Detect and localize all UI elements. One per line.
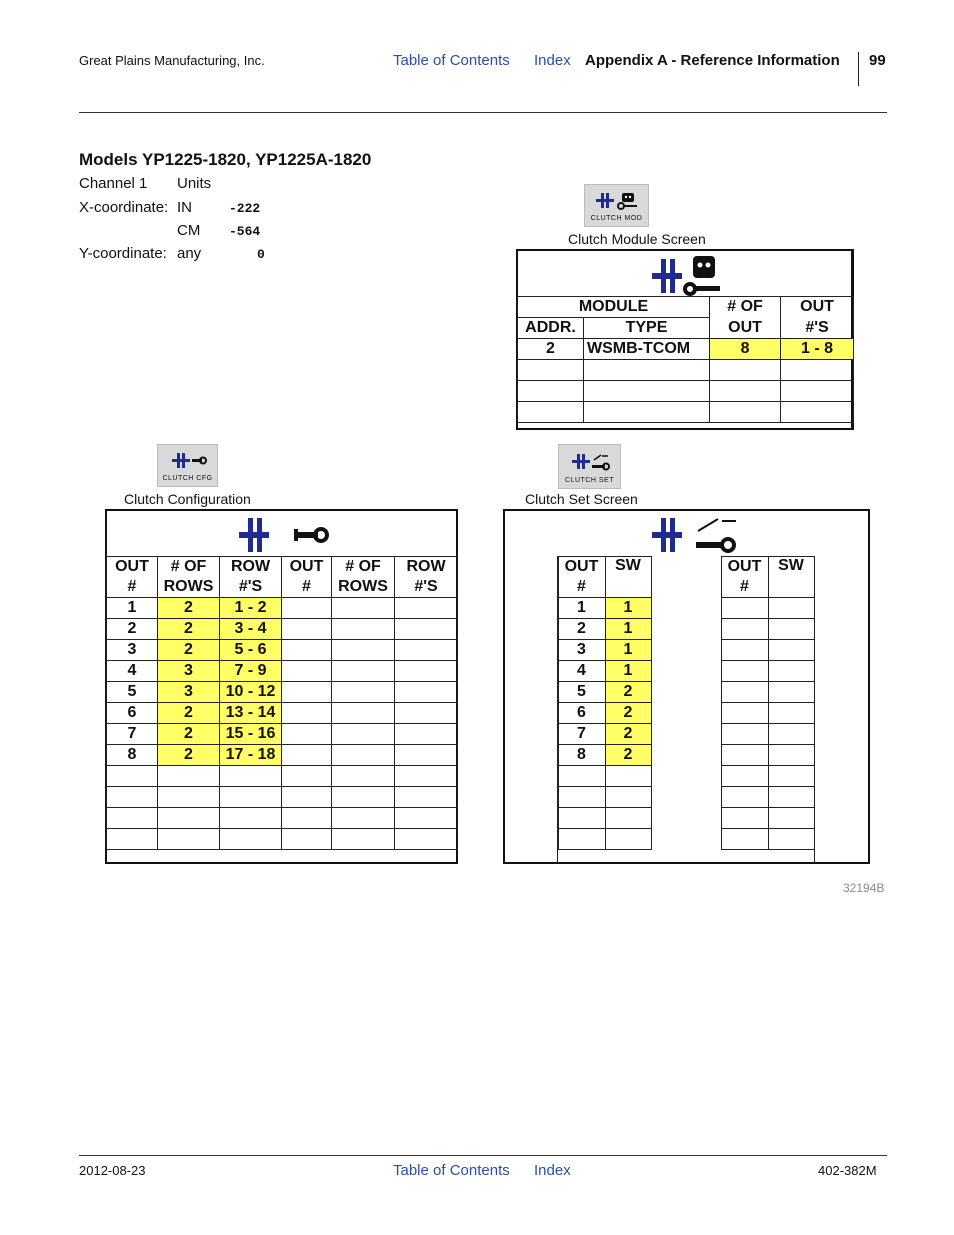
header-out-line2: # xyxy=(558,577,605,598)
row-range: 5 - 6 xyxy=(220,640,282,661)
document-number: 402-382M xyxy=(818,1163,877,1178)
out-number: 3 xyxy=(558,640,605,661)
row-range: 15 - 16 xyxy=(220,724,282,745)
page-title: Models YP1225-1820, YP1225A-1820 xyxy=(79,150,372,169)
header-out-line1: OUT xyxy=(282,557,332,578)
table-row xyxy=(107,808,458,829)
out-number: 3 xyxy=(107,640,158,661)
header-out-line2: # xyxy=(721,577,768,598)
set-right-divider xyxy=(814,556,815,863)
table-row xyxy=(518,360,854,381)
switch-number: 2 xyxy=(605,745,651,766)
section-title: Appendix A - Reference Information xyxy=(585,52,840,69)
table-row xyxy=(518,402,854,423)
header-num-rows-line2: ROWS xyxy=(332,577,395,598)
header-row-nums-line2: #'S xyxy=(395,577,458,598)
table-row xyxy=(518,339,854,360)
header-out-line1: OUT xyxy=(721,557,768,578)
table-row xyxy=(107,682,458,703)
module-type: WSMB-TCOM xyxy=(584,339,710,360)
switch-number: 1 xyxy=(605,598,651,619)
header-sw: SW xyxy=(605,557,651,578)
row-range: 13 - 14 xyxy=(220,703,282,724)
header-rule xyxy=(79,112,887,113)
table-row xyxy=(107,745,458,766)
clutch-set-button-label: CLUTCH SET xyxy=(565,477,614,484)
company-name: Great Plains Manufacturing, Inc. xyxy=(79,53,265,68)
footer-date: 2012-08-23 xyxy=(79,1163,146,1178)
out-number: 8 xyxy=(107,745,158,766)
header-out-line2: # xyxy=(282,577,332,598)
out-number: 6 xyxy=(107,703,158,724)
header-num-rows-line1: # OF xyxy=(158,557,220,578)
num-rows: 2 xyxy=(158,724,220,745)
header-row-nums-line1: ROW xyxy=(220,557,282,578)
x-in-value: -222 xyxy=(229,201,261,216)
header-module: MODULE xyxy=(518,297,710,318)
header-num-rows-line2: ROWS xyxy=(158,577,220,598)
module-addr: 2 xyxy=(518,339,584,360)
clutch-config-header-icon xyxy=(234,513,332,557)
header-num-rows-line1: # OF xyxy=(332,557,395,578)
index-link-footer[interactable]: Index xyxy=(534,1162,571,1179)
num-rows: 2 xyxy=(158,703,220,724)
clutch-module-header-icon xyxy=(649,253,723,299)
out-number: 6 xyxy=(558,703,605,724)
out-number: 2 xyxy=(107,619,158,640)
x-in-label: IN xyxy=(177,199,192,216)
clutch-config-table xyxy=(106,556,458,850)
out-number: 1 xyxy=(558,598,605,619)
header-num-of-out-line2: OUT xyxy=(710,318,781,339)
clutch-set-header-icon xyxy=(648,513,740,559)
table-row xyxy=(107,724,458,745)
row-range: 10 - 12 xyxy=(220,682,282,703)
switch-number: 2 xyxy=(605,703,651,724)
out-number: 7 xyxy=(558,724,605,745)
out-number: 4 xyxy=(558,661,605,682)
switch-number: 2 xyxy=(605,724,651,745)
clutch-config-button[interactable] xyxy=(157,444,218,487)
out-number: 8 xyxy=(558,745,605,766)
out-number: 5 xyxy=(107,682,158,703)
header-out-line1: OUT xyxy=(558,557,605,578)
header-out-line1: OUT xyxy=(107,557,158,578)
header-addr: ADDR. xyxy=(518,318,584,339)
header-num-of-out-line1: # OF xyxy=(710,297,781,318)
out-number: 4 xyxy=(107,661,158,682)
row-range: 17 - 18 xyxy=(220,745,282,766)
row-range: 3 - 4 xyxy=(220,619,282,640)
clutch-module-icon xyxy=(595,191,641,211)
clutch-module-button[interactable] xyxy=(584,184,649,227)
clutch-module-table xyxy=(517,296,854,423)
num-rows: 2 xyxy=(158,598,220,619)
footer-rule xyxy=(79,1155,887,1156)
header-out-nums-line2: #'S xyxy=(781,318,854,339)
table-row xyxy=(107,640,458,661)
out-number: 5 xyxy=(558,682,605,703)
table-row xyxy=(107,766,458,787)
clutch-config-icon xyxy=(170,451,208,471)
x-cm-label: CM xyxy=(177,222,201,239)
num-rows: 2 xyxy=(158,619,220,640)
header-sw-spacer xyxy=(768,577,814,598)
clutch-module-button-label: CLUTCH MOD xyxy=(590,215,643,222)
table-row xyxy=(107,787,458,808)
switch-number: 2 xyxy=(605,682,651,703)
header-divider xyxy=(858,52,859,86)
y-coordinate-label: Y-coordinate: xyxy=(79,245,167,262)
out-number: 7 xyxy=(107,724,158,745)
header-row-nums-line1: ROW xyxy=(395,557,458,578)
row-range: 1 - 2 xyxy=(220,598,282,619)
clutch-set-button[interactable] xyxy=(558,444,621,489)
y-value: 0 xyxy=(257,247,265,262)
switch-number: 1 xyxy=(605,640,651,661)
module-out-count: 8 xyxy=(710,339,781,360)
index-link-header[interactable]: Index xyxy=(534,52,571,69)
clutch-config-button-label: CLUTCH CFG xyxy=(162,475,213,482)
clutch-module-caption: Clutch Module Screen xyxy=(568,231,706,247)
clutch-set-icon xyxy=(570,451,612,473)
num-rows: 3 xyxy=(158,682,220,703)
num-rows: 2 xyxy=(158,745,220,766)
channel-label: Channel 1 xyxy=(79,175,148,192)
num-rows: 2 xyxy=(158,640,220,661)
header-sw: SW xyxy=(768,557,814,578)
module-out-range: 1 - 8 xyxy=(781,339,854,360)
header-row-nums-line2: #'S xyxy=(220,577,282,598)
clutch-set-caption: Clutch Set Screen xyxy=(525,491,638,507)
table-row xyxy=(107,598,458,619)
y-any-label: any xyxy=(177,245,202,262)
header-out-nums-line1: OUT xyxy=(781,297,854,318)
table-row xyxy=(518,381,854,402)
toc-link-header[interactable]: Table of Contents xyxy=(393,52,510,69)
toc-link-footer[interactable]: Table of Contents xyxy=(393,1162,510,1179)
x-cm-value: -564 xyxy=(229,224,261,239)
table-row xyxy=(107,661,458,682)
header-type: TYPE xyxy=(584,318,710,339)
header-sw-spacer xyxy=(605,577,651,598)
table-row xyxy=(107,619,458,640)
table-row xyxy=(107,703,458,724)
clutch-config-caption: Clutch Configuration xyxy=(124,491,251,507)
set-left-divider xyxy=(557,556,558,863)
out-number: 2 xyxy=(558,619,605,640)
page-number: 99 xyxy=(869,52,886,69)
units-label: Units xyxy=(177,175,212,192)
out-number: 1 xyxy=(107,598,158,619)
switch-number: 1 xyxy=(605,619,651,640)
switch-number: 1 xyxy=(605,661,651,682)
figure-id: 32194B xyxy=(843,881,885,895)
num-rows: 3 xyxy=(158,661,220,682)
x-coordinate-label: X-coordinate: xyxy=(79,199,169,216)
row-range: 7 - 9 xyxy=(220,661,282,682)
table-row xyxy=(107,829,458,850)
header-out-line2: # xyxy=(107,577,158,598)
